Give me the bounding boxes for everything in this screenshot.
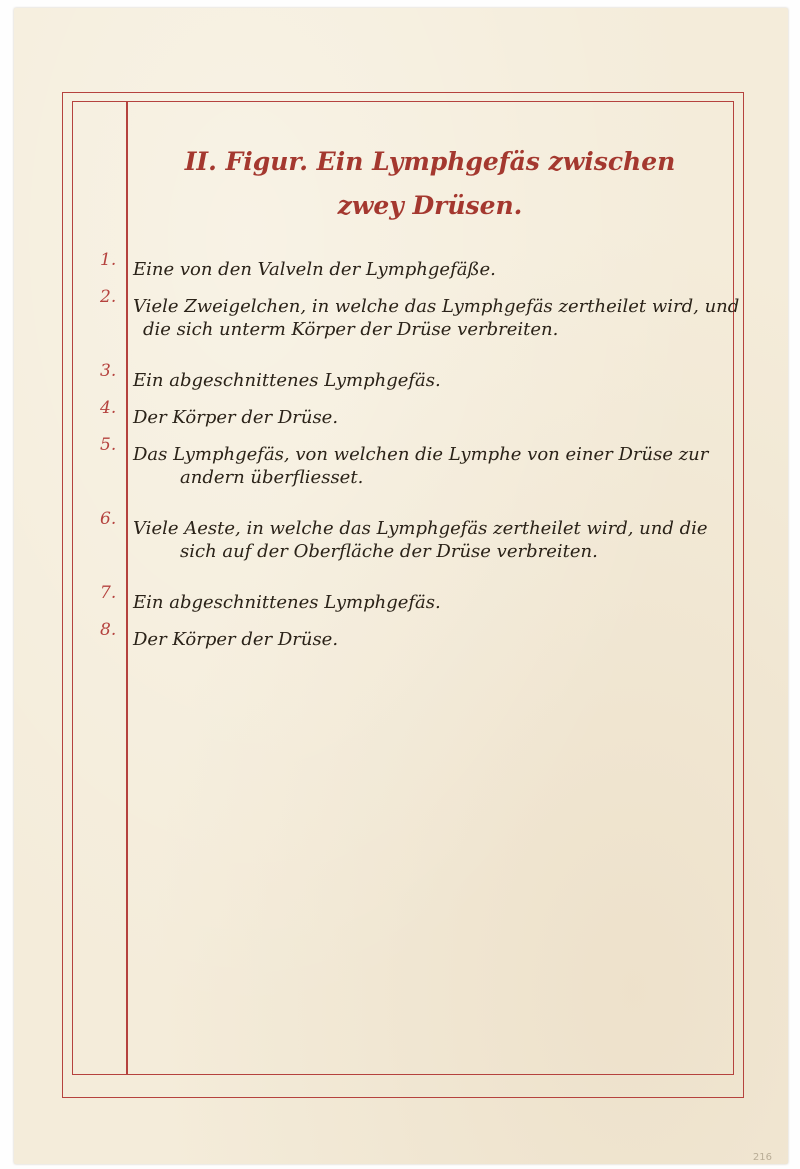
legend-entry-2 (100, 287, 740, 361)
page-number-mark: 216 (752, 1152, 772, 1163)
entry-text: Viele Zweigelchen, in welche das Lymphgefäs zertheilet wird, und (133, 296, 740, 317)
entry-number: 7. (100, 583, 117, 603)
legend-entry-1 (100, 250, 740, 287)
entry-number: 8. (100, 620, 117, 640)
legend-entry-7 (100, 583, 740, 620)
entry-text-continuation: andern überfliesset. (180, 467, 364, 488)
entry-number: 5. (100, 435, 117, 455)
entry-text: Der Körper der Drüse. (133, 629, 339, 650)
entry-text: Ein abgeschnittenes Lymphgefäs. (133, 370, 441, 391)
legend-entry-8 (100, 620, 740, 657)
legend-list (100, 250, 740, 657)
entry-text: Ein abgeschnittenes Lymphgefäs. (133, 592, 441, 613)
entry-text-continuation: sich auf der Oberfläche der Drüse verbreiten. (180, 541, 598, 562)
entry-number: 2. (100, 287, 117, 307)
entry-text-continuation: die sich unterm Körper der Drüse verbreiten. (143, 319, 559, 340)
entry-text: Der Körper der Drüse. (133, 407, 339, 428)
entry-number: 3. (100, 361, 117, 381)
entry-text: Eine von den Valveln der Lymphgefäße. (133, 259, 496, 280)
entry-number: 6. (100, 509, 117, 529)
entry-number: 4. (100, 398, 117, 418)
entry-number: 1. (100, 250, 117, 270)
legend-entry-5 (100, 435, 740, 509)
entry-text: Das Lymphgefäs, von welchen die Lymphe von einer Drüse zur (133, 444, 709, 465)
entry-text: Viele Aeste, in welche das Lymphgefäs zertheilet wird, und die (133, 518, 708, 539)
legend-entry-6 (100, 509, 740, 583)
legend-entry-4 (100, 398, 740, 435)
legend-entry-3 (100, 361, 740, 398)
page-title: II. Figur. Ein Lymphgefäs zwischen zwey Drüsen. (184, 147, 676, 220)
